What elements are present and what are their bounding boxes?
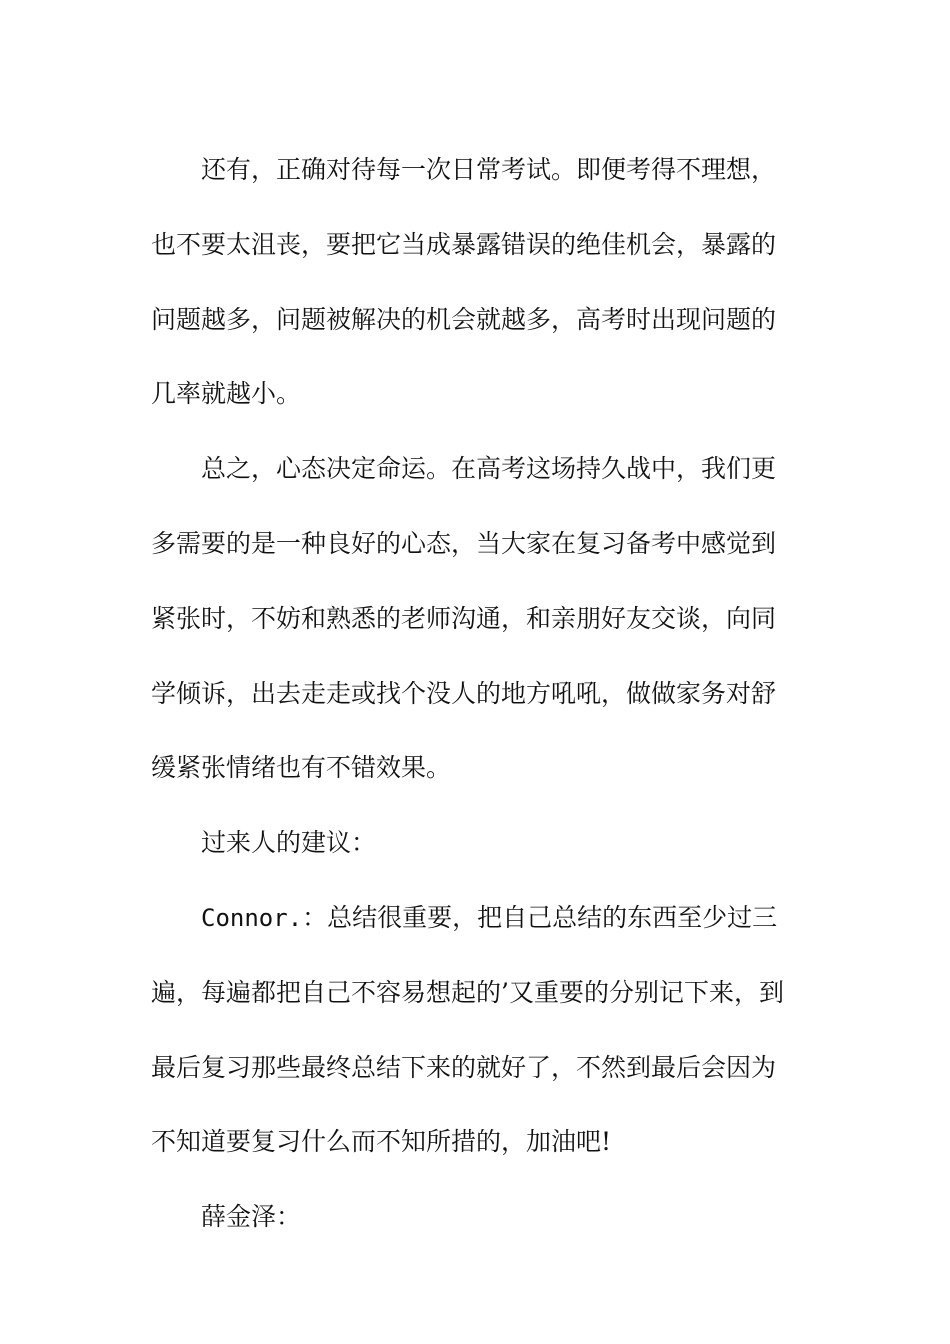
text-line: 几率就越小。	[151, 379, 302, 409]
text-line: 学倾诉，出去走走或找个没人的地方吼吼，做做家务对舒	[151, 678, 777, 708]
text-line: 缓紧张情绪也有不错效果。	[151, 753, 452, 783]
speaker-name: Connor.	[201, 903, 303, 932]
advice-text: ：总结很重要，把自己总结的东西至少过三	[302, 902, 778, 932]
section-heading: 过来人的建议：	[201, 828, 377, 858]
paragraph-connor-advice	[151, 881, 811, 1180]
paragraph-advice-heading	[151, 806, 811, 881]
text-line: 问题越多，问题被解决的机会就越多，高考时出现问题的	[151, 304, 777, 334]
text-line: 最后复习那些最终总结下来的就好了，不然到最后会因为	[151, 1052, 777, 1082]
paragraph-mindset	[151, 432, 811, 806]
paragraph-exam-attitude	[151, 133, 811, 432]
text-line: 紧张时，不妨和熟悉的老师沟通，和亲朋好友交谈，向同	[151, 603, 777, 633]
speaker-name: 薛金泽：	[201, 1202, 302, 1232]
paragraph-xue-jinze	[151, 1180, 811, 1255]
text-line	[151, 881, 811, 956]
text-line: 不知道要复习什么而不知所措的，加油吧!	[151, 1127, 612, 1157]
text-line: 也不要太沮丧，要把它当成暴露错误的绝佳机会，暴露的	[151, 229, 777, 259]
text-line: 多需要的是一种良好的心态，当大家在复习备考中感觉到	[151, 528, 777, 558]
text-line: 遍，每遍都把自己不容易想起的’又重要的分别记下来，到	[151, 977, 784, 1007]
document-body	[151, 133, 811, 1255]
text-line: 总之，心态决定命运。在高考这场持久战中，我们更	[201, 454, 777, 484]
text-line: 还有，正确对待每一次日常考试。即便考得不理想，	[201, 155, 777, 184]
